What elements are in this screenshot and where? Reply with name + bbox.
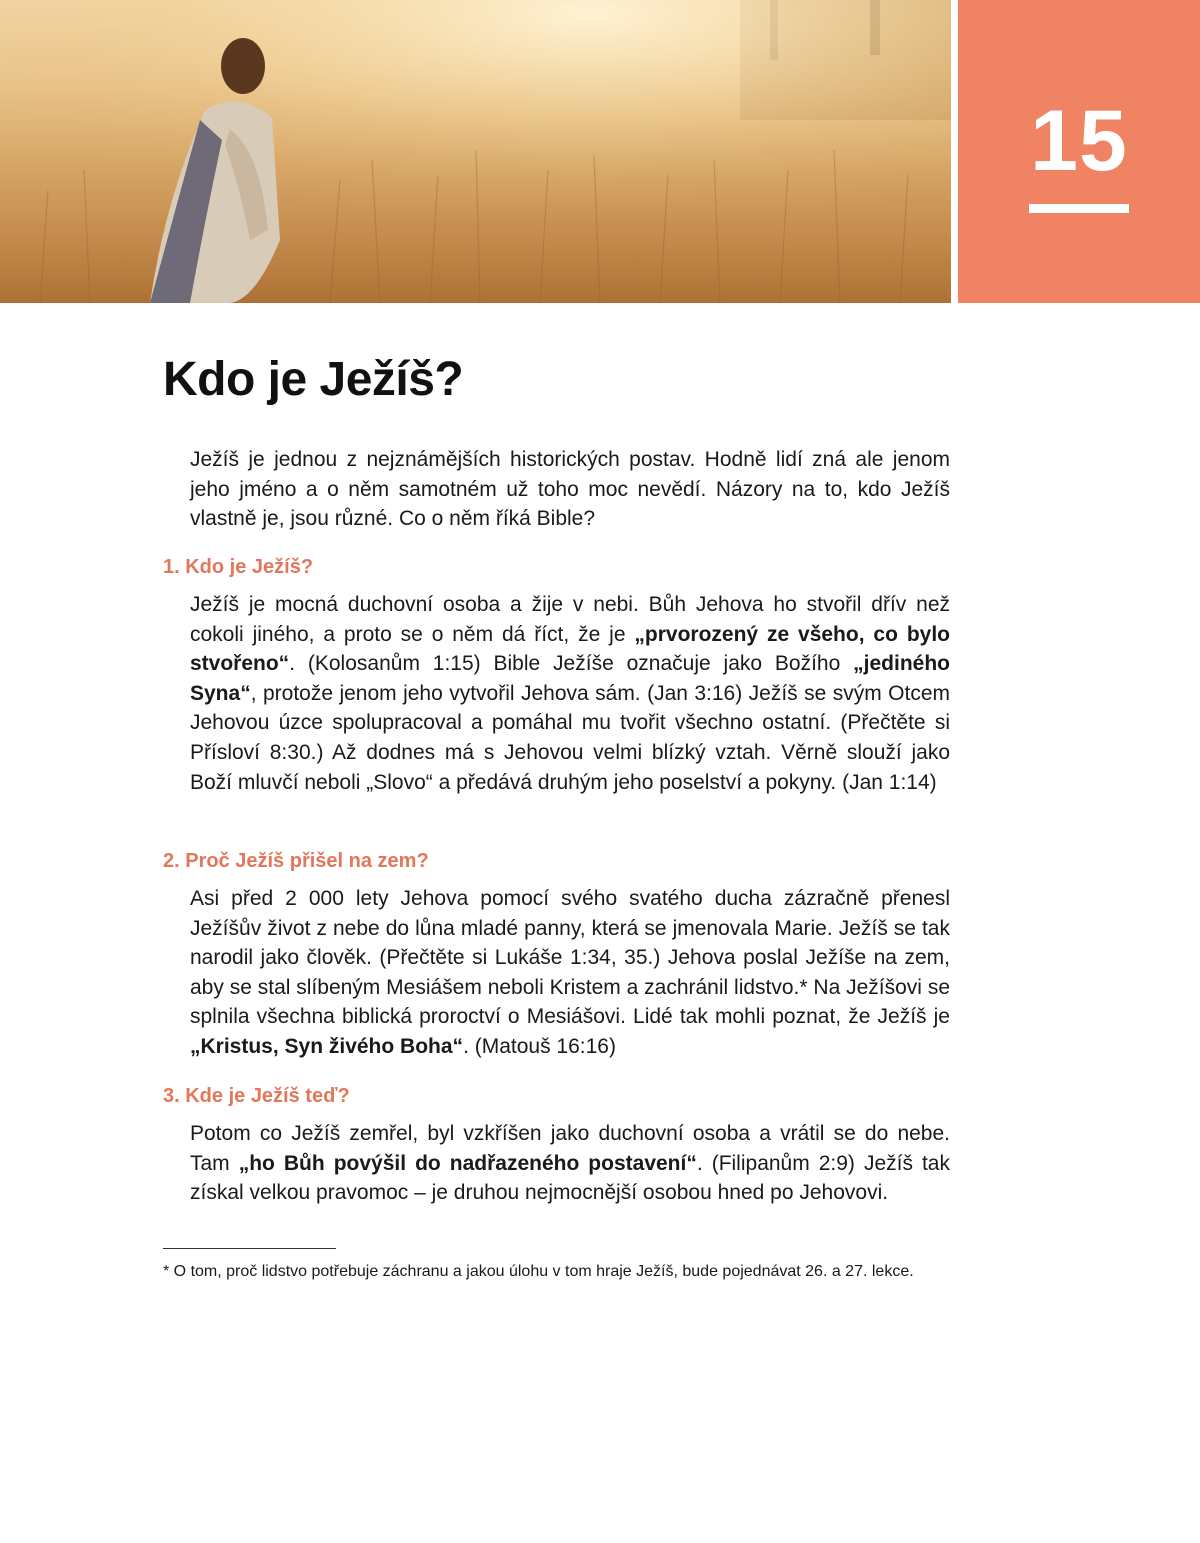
header-image bbox=[0, 0, 951, 303]
scripture-quote: „ho Bůh povýšil do nadřazeného postavení“ bbox=[238, 1151, 697, 1175]
chapter-underline bbox=[1029, 204, 1129, 213]
section-heading-3: 3. Kde je Ježíš teď? bbox=[163, 1085, 350, 1107]
section-heading-1: 1. Kdo je Ježíš? bbox=[163, 556, 314, 578]
intro-paragraph: Ježíš je jednou z nejznámějších historických postav. Hodně lidí zná ale jenom jeho jméno a o něm samotném už toho moc nevědí. Názory na to, kdo Ježíš vlastně je, jsou různé. Co o něm říká Bible? bbox=[190, 448, 950, 531]
text-run: Ježíš je mocná duchovní osoba a žije v nebi. Bůh Jehova ho stvořil dřív než cokoli jiného, a proto se o něm dá říct, že je bbox=[190, 593, 950, 646]
text-run: . (Filipanům 2:9) Ježíš tak získal velkou pravomoc – je druhou nejmocnější osobou hned po Jehovovi. bbox=[190, 1151, 950, 1205]
chapter-number: 15 bbox=[1030, 93, 1128, 189]
section-heading-2: 2. Proč Ježíš přišel na zem? bbox=[163, 850, 429, 872]
section-body-2 bbox=[190, 884, 950, 1062]
meadow-illustration bbox=[0, 0, 951, 303]
section-body-1 bbox=[190, 590, 950, 797]
text-run: . (Matouš 16:16) bbox=[463, 1034, 616, 1058]
section-body-3 bbox=[190, 1119, 950, 1208]
footnote-divider bbox=[163, 1248, 336, 1249]
text-run: Potom co Ježíš zemřel, byl vzkříšen jako duchovní osoba a vrátil se do nebe. Tam bbox=[190, 1122, 950, 1175]
chapter-badge bbox=[958, 0, 1200, 303]
text-run: . (Kolosanům 1:15) Bible Ježíše označuje jako Božího bbox=[289, 652, 854, 676]
scripture-quote: „jediného Syna“ bbox=[190, 652, 950, 705]
scripture-quote: „Kristus, Syn živého Boha“ bbox=[190, 1034, 464, 1058]
scripture-quote: „prvorozený ze všeho, co bylo stvořeno“ bbox=[190, 622, 950, 676]
text-run: Asi před 2 000 lety Jehova pomocí svého svatého ducha zázračně přenesl Ježíšův život z nebe do lůna mladé panny, která se jmenovala Marie. Ježíš se tak narodil jako člověk. (Přečtěte si Lukáše 1:34, 35.) Jehova poslal Ježíše na zem, aby se stal slíbeným Mesiášem neboli Kristem a zachránil lidstvo.* Na Ježíšovi se splnila všechna biblická proroctví o Mesiášovi. Lidé tak mohli poznat, že Ježíš je bbox=[190, 887, 950, 1029]
footnote: * O tom, proč lidstvo potřebuje záchranu a jakou úlohu v tom hraje Ježíš, bude pojednávat 26. a 27. lekce. bbox=[163, 1263, 914, 1280]
page-title: Kdo je Ježíš? bbox=[163, 353, 464, 406]
text-run: , protože jenom jeho vytvořil Jehova sám. (Jan 3:16) Ježíš se svým Otcem Jehovou úzce spolupracoval a pomáhal mu tvořit všechno ostatní. (Přečtěte si Přísloví 8:30.) Až dodnes má s Jehovou velmi blízký vztah. Věrně slouží jako Boží mluvčí neboli „Slovo“ a předává druhým jeho poselství a pokyny. (Jan 1:14) bbox=[190, 681, 950, 794]
